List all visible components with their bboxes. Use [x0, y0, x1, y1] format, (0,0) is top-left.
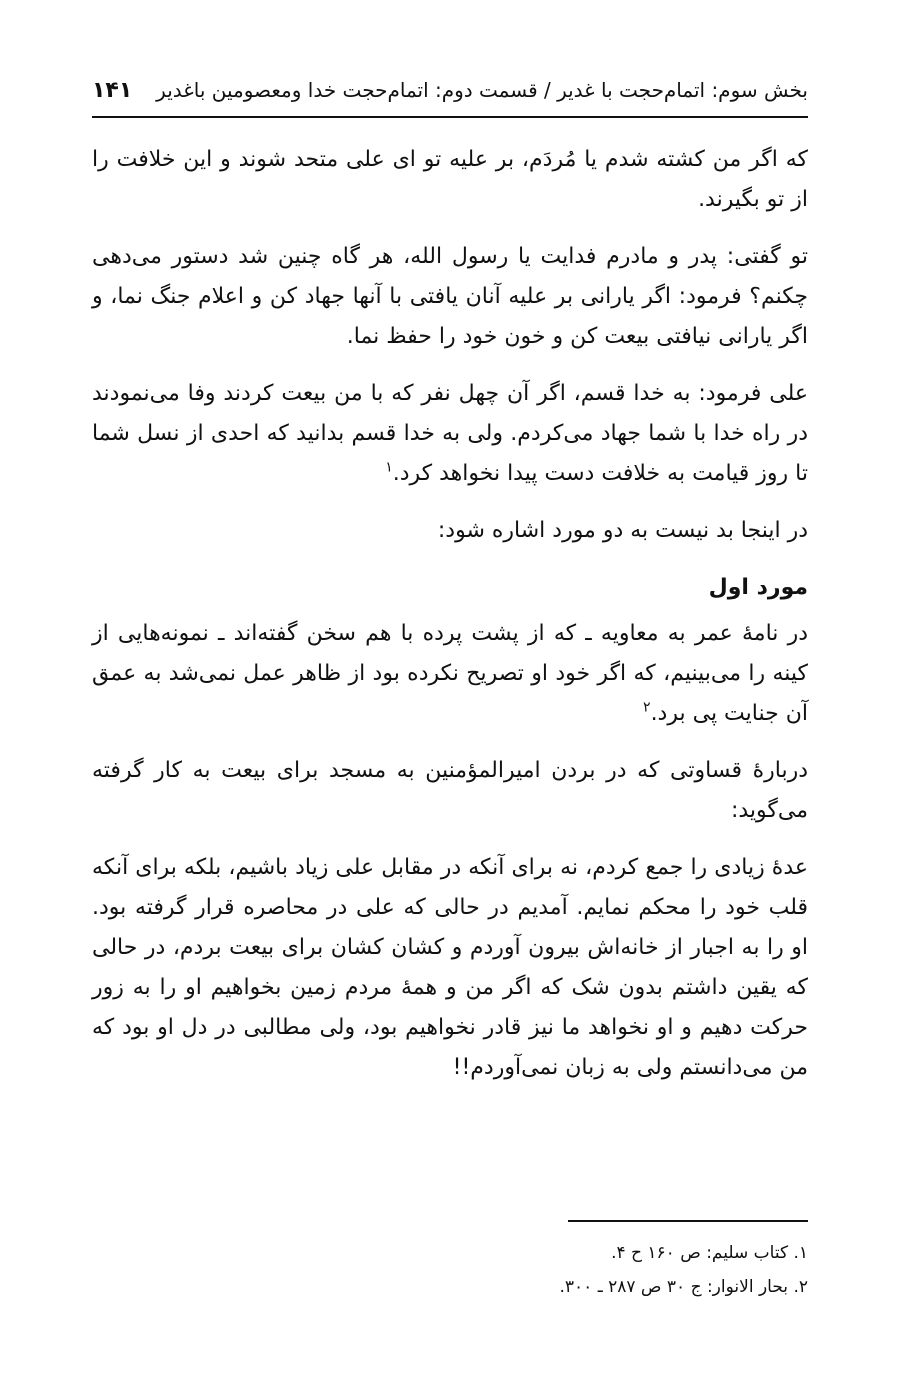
footnote-marker[interactable]: ۱	[385, 459, 393, 476]
paragraph-with-footnote	[92, 614, 808, 734]
page-number: ۱۴۱	[92, 77, 133, 103]
section-heading: مورد اول	[708, 575, 808, 600]
footnotes	[92, 1236, 808, 1304]
paragraph: در اینجا بد نیست به دو مورد اشاره شود:	[437, 518, 808, 543]
running-title: بخش سوم: اتمام‌حجت با غدیر / قسمت دوم: اتمام‌حجت خدا ومعصومین باغدیر	[156, 78, 808, 102]
footnote: ۱. کتاب سلیم: ص ۱۶۰ ح ۴.	[611, 1243, 808, 1263]
footnote-divider	[568, 1220, 808, 1222]
footnote-marker[interactable]: ۲	[643, 699, 651, 716]
paragraph-text: در نامهٔ عمر به معاویه ـ که از پشت پرده با هم سخن گفته‌اند ـ نمونه‌هایی از کینه را می‌بینیم، که اگر خود او تصریح نکرده بود از ظاهر عمل نمی‌شد به عمق آن جنایت پی برد.	[92, 621, 808, 726]
paragraph-with-footnote	[92, 374, 808, 494]
paragraph: تو گفتی: پدر و مادرم فدایت یا رسول الله، هر گاه چنین شد دستور می‌دهی چکنم؟ فرمود: اگر یارانی بر علیه آنان یافتی با آنها جهاد کن و اعلام جنگ نما، و اگر یارانی نیافتی بیعت کن و خون خود را حفظ نما.	[92, 244, 808, 349]
main-text	[92, 140, 808, 1105]
header-divider	[92, 116, 808, 118]
paragraph-text: علی فرمود: به خدا قسم، اگر آن چهل نفر که با من بیعت کردند وفا می‌نمودند در راه خدا با شما جهاد می‌کردم. ولی به خدا قسم بدانید که احدی از نسل شما تا روز قیامت به خلافت دست پیدا نخواهد کرد.	[92, 381, 808, 486]
paragraph: دربارهٔ قساوتی که در بردن امیرالمؤمنین به مسجد برای بیعت به کار گرفته می‌گوید:	[92, 758, 808, 823]
paragraph: که اگر من کشته شدم یا مُردَم، بر علیه تو ای علی متحد شوند و این خلافت را از تو بگیرند.	[92, 147, 808, 212]
running-header	[92, 70, 808, 110]
paragraph: عدهٔ زیادی را جمع کردم، نه برای آنکه در مقابل علی زیاد باشیم، بلکه برای آنکه قلب خود را محکم نمایم. آمدیم در حالی که علی در محاصره قرار گرفته بود. او را به اجبار از خانه‌اش بیرون آوردم و کشان کشان برای بیعت بردم، در حالی که یقین داشتم بدون شک که اگر من و همهٔ مردم زمین بخواهیم او را به زور حرکت دهیم و او نخواهد ما نیز قادر نخواهیم بود، ولی مطالبی در دل او بود که من می‌دانستم ولی به زبان نمی‌آوردم!!	[92, 855, 808, 1080]
footnote: ۲. بحار الانوار: ج ۳۰ ص ۲۸۷ ـ ۳۰۰.	[559, 1277, 808, 1297]
